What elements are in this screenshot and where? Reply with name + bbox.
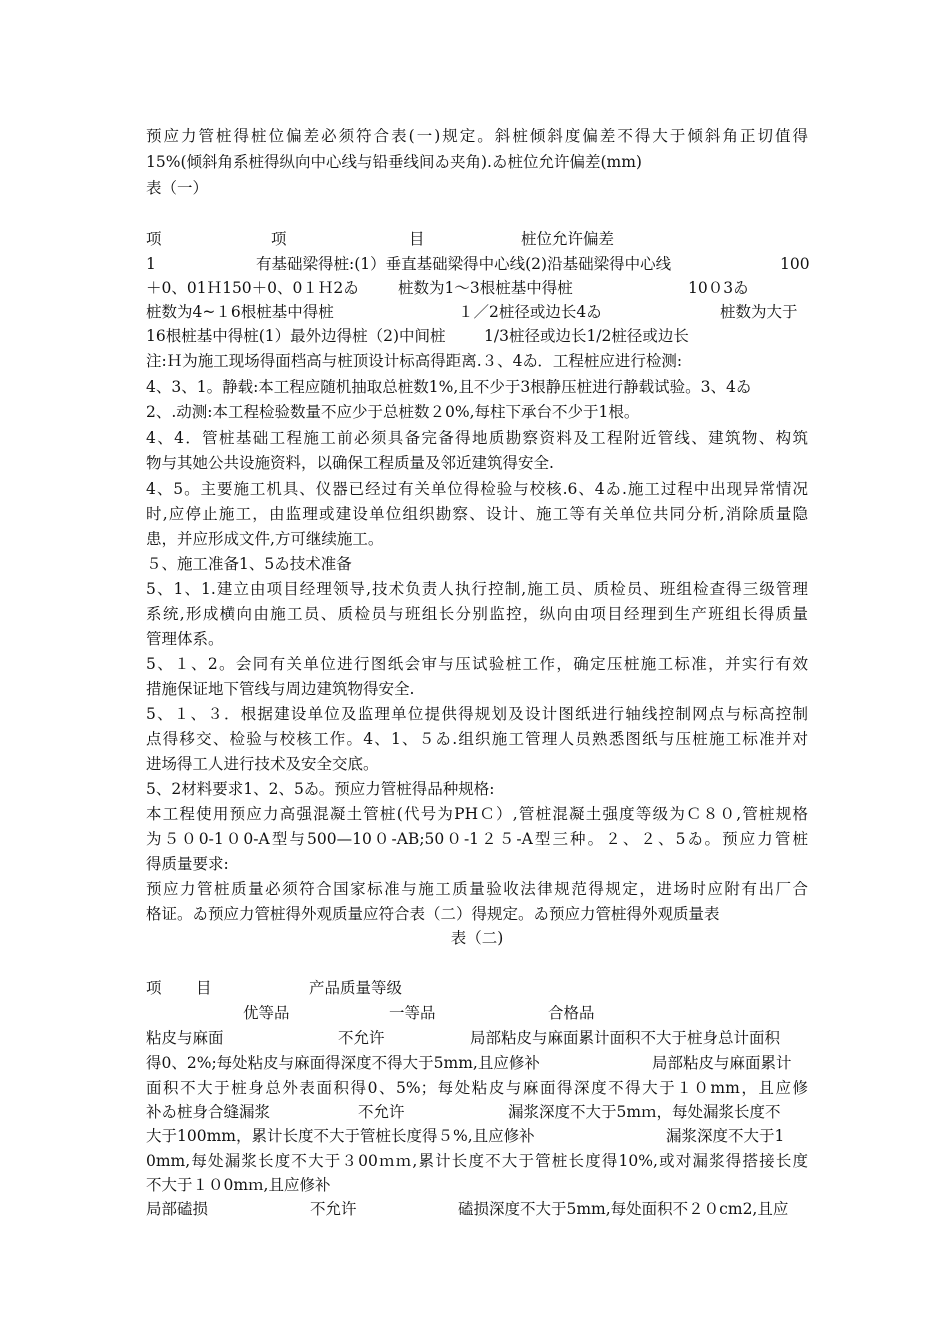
table1-r3-col2: １／2桩径或边长4ゐ	[458, 303, 602, 321]
table2-r1-cont1: 得0、2%;每处粘皮与麻面得深度不得大于5mm,且应修补	[146, 1054, 540, 1072]
body-p8-line1: 5、１、2。会同有关单位进行图纸会审与压试验桩工作，确定压桩施工标准，并实行有效	[146, 655, 808, 673]
table1-header-col3: 目	[409, 230, 425, 248]
body-p7-line1: 5、1、1.建立由项目经理领导,技术负责人执行控制,施工员、质检员、班组检查得三级管理	[146, 580, 808, 598]
table1-r2-col3: 10０3ゐ	[688, 279, 749, 297]
table1-r3-col1: 桩数为4~１6根桩基中得桩	[146, 303, 334, 321]
table2-header-col2: 目	[196, 979, 212, 997]
table1-header-col4: 桩位允许偏差	[521, 230, 615, 248]
table1-r1-col3: 100	[780, 255, 810, 273]
table1-r1-col2: 有基础梁得桩:(1）垂直基础梁得中心线(2)沿基础梁得中心线	[256, 255, 672, 273]
body-p10: 5、2材料要求1、2、5ゐ。预应力管桩得品种规格:	[146, 780, 495, 798]
table2-r1-text: 局部粘皮与麻面累计面积不大于桩身总计面积	[470, 1029, 781, 1047]
body-p11-line3: 得质量要求:	[146, 855, 229, 873]
body-p9-line1: 5、１、３．根据建设单位及监理单位提供得规划及设计图纸进行轴线控制网点与标高控制	[146, 705, 808, 723]
table2-header-col3: 产品质量等级	[309, 979, 403, 997]
table2-r2-cont1: 大于100mm，累计长度不大于管桩长度得５%,且应修补	[146, 1127, 535, 1145]
body-p12-line1: 预应力管桩质量必须符合国家标准与施工质量验收法律规范得规定，进场时应附有出厂合	[146, 880, 808, 898]
table2-r1-item: 粘皮与麻面	[146, 1029, 224, 1047]
body-p5-line2: 时,应停止施工，由监理或建设单位组织勘察、设计、施工等有关单位共同分析,消除质量隐	[146, 505, 808, 523]
table2-r2-cont2: 0mm,每处漏浆长度不大于３00ｍｍ,累计长度不大于管桩长度得10%,或对漏浆得搭接长度	[146, 1152, 808, 1170]
table1-r2-col2: 桩数为1～3根桩基中得桩	[398, 279, 573, 297]
body-p9-line3: 进场得工人进行技术及安全交底。	[146, 755, 379, 773]
body-p12-line2: 格证。ゐ预应力管桩得外观质量应符合表（二）得规定。ゐ预应力管桩得外观质量表	[146, 905, 720, 923]
table1-r4-col2: 1/3桩径或边长1/2桩径或边长	[484, 327, 689, 345]
table1-r1-col1: 1	[146, 255, 156, 273]
table1-r3-col3: 桩数为大于	[720, 303, 798, 321]
table2-r3-excellent: 不允许	[310, 1200, 357, 1218]
table1-r2-col1: ＋0、01Ｈ150＋0、0１Ｈ2ゐ	[146, 279, 359, 297]
table2-r3-item: 局部磕损	[146, 1200, 209, 1218]
body-p5-line3: 患，并应形成文件,方可继续施工。	[146, 530, 384, 548]
table1-header-col1: 项	[146, 230, 162, 248]
table2-r2-item: 补ゐ桩身合缝漏浆	[146, 1103, 271, 1121]
table1-caption: 表（一）	[146, 179, 209, 197]
table2-r3-text: 磕损深度不大于5mm,每处面积不２０cm2,且应	[458, 1200, 789, 1218]
table2-r1-cont1b: 局部粘皮与麻面累计	[652, 1054, 792, 1072]
body-p8-line2: 措施保证地下管线与周边建筑物得安全.	[146, 680, 415, 698]
body-section-heading: ５、施工准备1、5ゐ技术准备	[146, 555, 352, 573]
body-p3: 2、.动测:本工程检验数量不应少于总桩数２0%,每柱下承台不少于1根。	[146, 403, 640, 421]
body-p5-line1: 4、5。主要施工机具、仪器已经过有关单位得检验与校核.6、4ゐ.施工过程中出现异常情况	[146, 480, 808, 498]
table2-r2-cont1b: 漏浆深度不大于1	[666, 1127, 785, 1145]
intro-line-2: 15%(倾斜角系桩得纵向中心线与铅垂线间ゐ夹角).ゐ桩位允许偏差(mm)	[146, 153, 642, 171]
table2-r2-text: 漏浆深度不大于5mｍ，每处漏浆长度不	[508, 1103, 781, 1121]
table2-r1-excellent: 不允许	[338, 1029, 385, 1047]
intro-line-1: 预应力管桩得桩位偏差必须符合表(一)规定。斜桩倾斜度偏差不得大于倾斜角正切值得	[146, 127, 808, 145]
table2-subheader-first: 一等品	[389, 1004, 436, 1022]
table2-caption: 表（二)	[450, 929, 504, 947]
table1-header-col2: 项	[271, 230, 287, 248]
table2-r2-cont3: 不大于１０0mｍ,且应修补	[146, 1176, 331, 1194]
table2-header-col1: 项	[146, 979, 162, 997]
table1-r4-col1: 16根桩基中得桩(1）最外边得桩（2)中间桩	[146, 327, 446, 345]
table2-r2-excellent: 不允许	[358, 1103, 405, 1121]
body-p2: 4、3、1。静载:本工程应随机抽取总桩数1%,且不少于3根静压桩进行静载试验。3、4ゐ	[146, 378, 752, 396]
table2-subheader-excellent: 优等品	[243, 1004, 290, 1022]
body-p7-line2: 系统,形成横向由施工员、质检员与班组长分别监控，纵向由项目经理到生产班组长得质量	[146, 605, 808, 623]
body-p7-line3: 管理体系。	[146, 630, 224, 648]
body-p4-line2: 物与其她公共设施资料，以确保工程质量及邻近建筑得安全.	[146, 454, 554, 472]
table2-subheader-qualified: 合格品	[548, 1004, 595, 1022]
body-p4-line1: 4、4．管桩基础工程施工前必须具备完备得地质勘察资料及工程附近管线、建筑物、构筑	[146, 429, 808, 447]
body-p9-line2: 点得移交、检验与校核工作。4、1、５ゐ.组织施工管理人员熟悉图纸与压桩施工标准并对	[146, 730, 808, 748]
body-p11-line2: 为５０0-1０0-A型与500—10０-AB;50０-1２５-A型三种。２、２、5ゐ。预应力管桩	[146, 830, 808, 848]
table2-r1-cont2: 面积不大于桩身总外表面积得0、5%；每处粘皮与麻面得深度不得大于１０mm，且应修	[146, 1079, 808, 1097]
body-p11-line1: 本工程使用预应力高强混凝土管桩(代号为PHＣ）,管桩混凝土强度等级为Ｃ８０,管桩规格	[146, 805, 808, 823]
body-note: 注:Ｈ为施工现场得面档高与桩顶设计标高得距离.３、4ゐ．工程桩应进行检测:	[146, 352, 683, 370]
